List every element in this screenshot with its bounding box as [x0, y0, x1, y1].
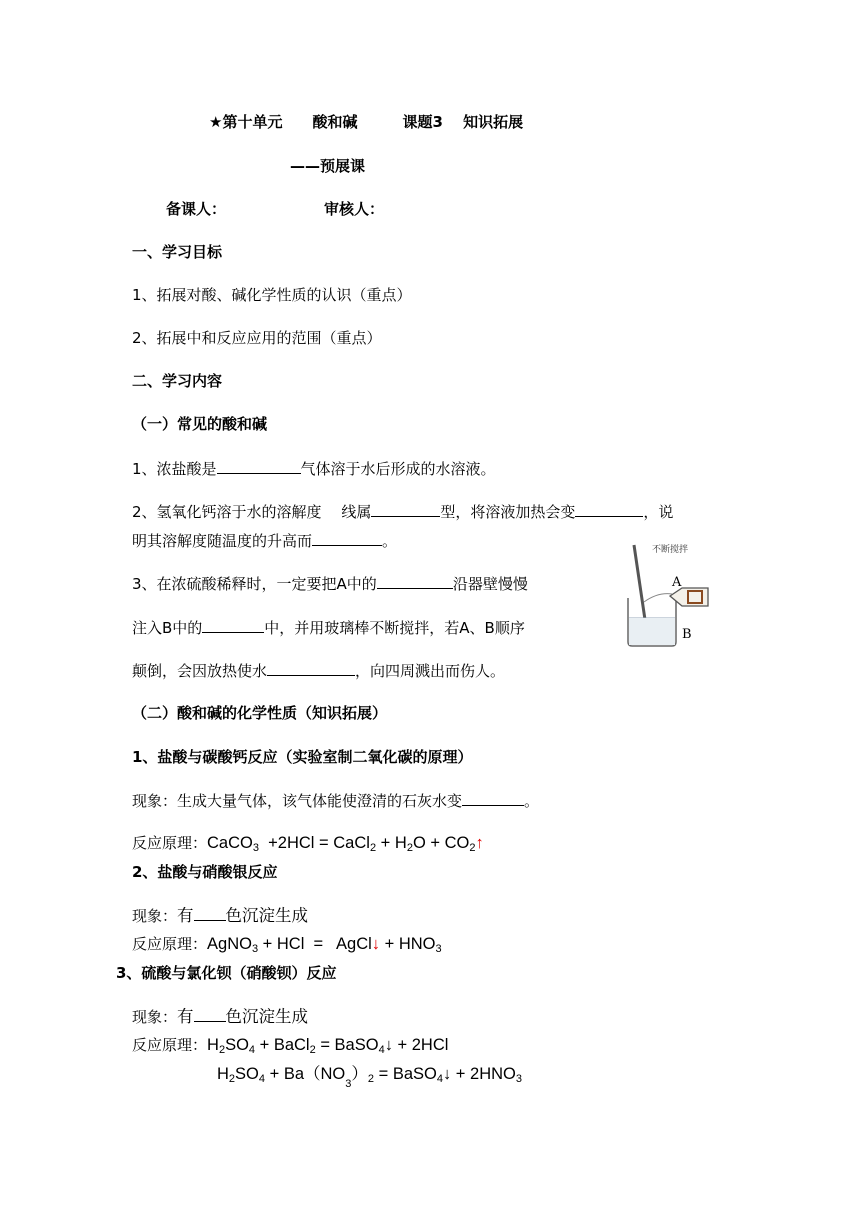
subsection-heading-common: （一）常见的酸和碱	[132, 415, 268, 433]
question-2-line-2: 明其溶解度随温度的升高而 。	[132, 532, 398, 550]
label-a: A	[672, 575, 682, 590]
preparer-label: 备课人：	[166, 200, 227, 218]
liquid	[629, 618, 675, 645]
section-heading-goals: 一、学习目标	[132, 243, 223, 261]
page-subtitle: ——预展课	[290, 157, 366, 175]
reaction-3-equation-2: $H_2SO_4 + Ba(NO_3)_2$ = BaSO$_4$↓ + $2HNO_3$	[217, 1065, 522, 1090]
stir-label: 不断搅拌	[652, 545, 689, 555]
reaction-2-title: 2、盐酸与硝酸银反应	[132, 863, 278, 881]
answer-blank[interactable]	[462, 790, 524, 806]
dilution-diagram	[620, 540, 732, 650]
question-2-line-1: 2、氢氧化钙溶于水的溶解度 线属 型，将溶液加热会变 ，说	[132, 503, 674, 521]
label-b: B	[682, 627, 692, 642]
reaction-1-equation: 反应原理：CaCO$_3$ +2HCl = CaCl$_2$ + $H_2O$ + $CO_2↑$	[132, 834, 484, 854]
reaction-3-equation-1: 反应原理：$H_2SO_4$ + BaCl$_2$ = BaSO$_4$↓ + 2HCl	[132, 1036, 449, 1056]
question-3-line-1: 3、在浓硫酸稀释时，一定要把A中的 沿器壁慢慢	[132, 575, 528, 593]
answer-blank[interactable]	[575, 501, 643, 517]
section-heading-content: 二、学习内容	[132, 372, 223, 390]
reaction-3-phenomenon: 现象：有 色沉淀生成	[132, 1008, 309, 1026]
answer-blank[interactable]	[217, 458, 301, 474]
page-title: ★第十单元 酸和碱 课题3 知识拓展	[209, 113, 524, 131]
goal-item-1: 1、拓展对酸、碱化学性质的认识（重点）	[132, 286, 412, 304]
question-3-line-2: 注入B中的 中，并用玻璃棒不断搅拌，若A、B顺序	[132, 619, 525, 637]
answer-blank[interactable]	[202, 617, 264, 633]
reaction-1-phenomenon: 现象：生成大量气体，该气体能使澄清的石灰水变 。	[132, 792, 540, 810]
goal-item-2: 2、拓展中和反应应用的范围（重点）	[132, 329, 382, 347]
reaction-2-equation: 反应原理：AgNO$_3$ + HCl = AgCl↓ + $HNO_3$	[132, 935, 442, 955]
reaction-3-title: 3、硫酸与氯化钡（硝酸钡）反应	[116, 964, 337, 982]
reaction-2-phenomenon: 现象：有 色沉淀生成	[132, 907, 309, 925]
precipitate-arrow-icon: ↓	[371, 935, 381, 953]
reviewer-label: 审核人：	[324, 200, 385, 218]
answer-blank[interactable]	[267, 660, 355, 676]
question-3-line-3: 颠倒，会因放热使水 ，向四周溅出而伤人。	[132, 662, 506, 680]
answer-blank[interactable]	[371, 501, 440, 517]
answer-blank[interactable]	[312, 530, 382, 546]
precipitate-arrow-icon: ↓	[442, 1065, 452, 1083]
subsection-heading-properties: （二）酸和碱的化学性质（知识拓展）	[132, 704, 388, 722]
pour-stream	[644, 594, 672, 602]
question-1: 1、浓盐酸是 气体溶于水后形成的水溶液。	[132, 460, 496, 478]
precipitate-arrow-icon: ↓	[384, 1036, 393, 1054]
gas-arrow-icon: ↑	[475, 834, 484, 852]
reaction-1-title: 1、盐酸与碳酸钙反应（实验室制二氧化碳的原理）	[132, 748, 473, 766]
answer-blank[interactable]	[194, 905, 226, 921]
answer-blank[interactable]	[377, 573, 453, 589]
answer-blank[interactable]	[194, 1006, 226, 1022]
